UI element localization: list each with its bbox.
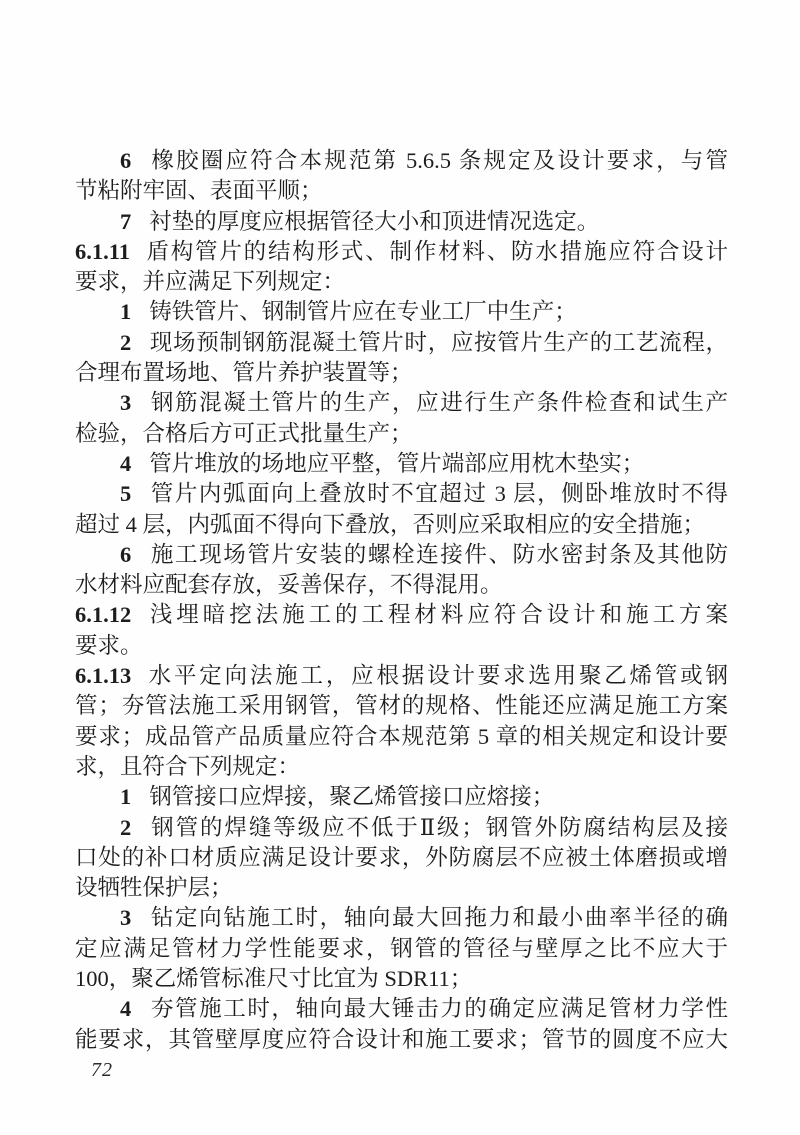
- paragraph: [75, 449, 728, 479]
- paragraph: [75, 328, 728, 389]
- text-line: 合理布置场地、管片养护装置等；: [75, 360, 413, 386]
- item-number: 7: [120, 208, 132, 234]
- text-line: 检验，合格后方可正式批量生产；: [75, 420, 413, 446]
- paragraph: [75, 994, 728, 1055]
- item-number: 6: [120, 148, 132, 173]
- text-line: [75, 297, 728, 327]
- line-text: 浅埋暗挖法施工的工程材料应符合设计和施工方案: [145, 602, 728, 628]
- text-line: [75, 661, 728, 691]
- line-text: 钢管接口应焊接，聚乙烯管接口应熔接；: [149, 784, 555, 810]
- text-line: 设牺牲保护层；: [75, 875, 233, 901]
- item-number: 4: [120, 996, 132, 1022]
- paragraph: [75, 782, 728, 812]
- line-text: 钻定向钻施工时，轴向最大回拖力和最小曲率半径的确: [149, 905, 728, 931]
- item-number: 2: [120, 329, 132, 355]
- line-text: 钢筋混凝土管片的生产，应进行生产条件检查和试生产: [149, 390, 728, 416]
- text-line: [75, 479, 728, 509]
- item-number: 4: [120, 450, 132, 476]
- text-line: 定应满足管材力学性能要求，钢管的管径与壁厚之比不应大于: [75, 935, 728, 961]
- line-text: 水平定向法施工，应根据设计要求选用聚乙烯管或钢: [145, 663, 728, 689]
- line-text: 橡胶圈应符合本规范第 5.6.5 条规定及设计要求，与管: [149, 148, 728, 173]
- text-line: [75, 994, 728, 1024]
- paragraph: [75, 388, 728, 449]
- item-number: 5: [120, 481, 132, 507]
- text-line: [75, 388, 728, 418]
- paragraph: [75, 600, 728, 661]
- text-line: 节粘附牢固、表面平顺；: [75, 178, 323, 204]
- text-line: 管；夯管法施工采用钢管，管材的规格、性能还应满足施工方案: [75, 693, 728, 719]
- text-line: 口处的补口材质应满足设计要求，外防腐层不应被土体磨损或增: [75, 844, 728, 870]
- item-number: 1: [120, 784, 132, 810]
- line-text: 铸铁管片、钢制管片应在专业工厂中生产；: [149, 299, 577, 325]
- paragraph: [75, 297, 728, 327]
- text-line: 求，且符合下列规定：: [75, 753, 301, 779]
- item-number: 2: [120, 814, 132, 840]
- page-number: 72: [91, 1059, 113, 1081]
- text-line: [75, 237, 728, 267]
- text-block: [75, 146, 728, 1055]
- paragraph: [75, 540, 728, 601]
- line-text: 管片堆放的场地应平整，管片端部应用枕木垫实；: [149, 450, 645, 476]
- text-line: 要求，并应满足下列规定：: [75, 269, 346, 295]
- text-line: [75, 813, 728, 843]
- paragraph: [75, 903, 728, 994]
- text-line: 水材料应配套存放，妥善保存，不得混用。: [75, 572, 503, 598]
- text-line: 要求；成品管产品质量应符合本规范第 5 章的相关规定和设计要: [75, 723, 728, 749]
- text-line: [75, 207, 728, 237]
- line-text: 管片内弧面向上叠放时不宜超过 3 层，侧卧堆放时不得: [149, 481, 728, 507]
- text-line: [75, 540, 728, 570]
- text-line: [75, 328, 728, 358]
- paragraph: [75, 237, 728, 298]
- text-line: 100，聚乙烯管标准尺寸比宜为 SDR11；: [75, 966, 473, 992]
- paragraph: [75, 479, 728, 540]
- line-text: 现场预制钢筋混凝土管片时，应按管片生产的工艺流程，: [149, 329, 728, 355]
- text-line: [75, 146, 728, 176]
- line-text: 夯管施工时，轴向最大锤击力的确定应满足管材力学性: [149, 996, 728, 1022]
- item-number: 3: [120, 390, 132, 416]
- text-line: [75, 449, 728, 479]
- text-line: [75, 782, 728, 812]
- item-number: 3: [120, 905, 132, 931]
- text-line: 要求。: [75, 632, 143, 658]
- text-line: 能要求，其管壁厚度应符合设计和施工要求；管节的圆度不应大: [75, 1026, 728, 1052]
- item-number: 6: [120, 541, 132, 567]
- text-line: 超过 4 层，内弧面不得向下叠放，否则应采取相应的安全措施；: [75, 511, 706, 537]
- paragraph: [75, 813, 728, 904]
- line-text: 钢管的焊缝等级应不低于Ⅱ级；钢管外防腐结构层及接: [149, 814, 728, 840]
- section-number: 6.1.11: [75, 238, 131, 264]
- paragraph: [75, 661, 728, 782]
- item-number: 1: [120, 299, 132, 325]
- section-number: 6.1.13: [75, 663, 132, 689]
- line-text: 施工现场管片安装的螺栓连接件、防水密封条及其他防: [149, 541, 728, 567]
- text-line: [75, 903, 728, 933]
- line-text: 衬垫的厚度应根据管径大小和顶进情况选定。: [149, 208, 600, 234]
- paragraph: [75, 146, 728, 207]
- paragraph: [75, 207, 728, 237]
- text-line: [75, 600, 728, 630]
- line-text: 盾构管片的结构形式、制作材料、防水措施应符合设计: [144, 238, 728, 264]
- section-number: 6.1.12: [75, 602, 132, 628]
